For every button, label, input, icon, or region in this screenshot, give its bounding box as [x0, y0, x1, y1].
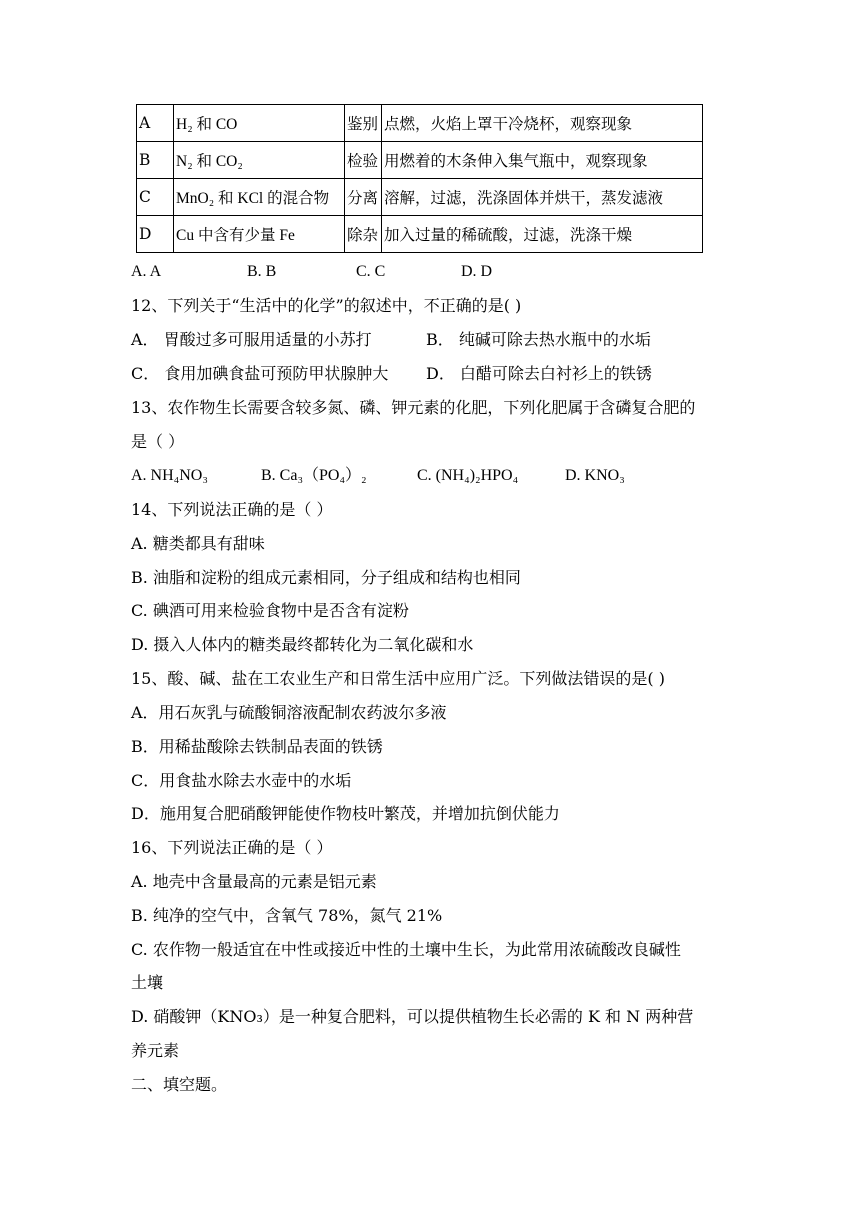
- table-row: [137, 142, 703, 179]
- q11-option-c: C. C: [356, 263, 386, 280]
- q15-option-a: A．用石灰乳与硫酸铜溶液配制农药波尔多液: [131, 703, 447, 722]
- table-row: [137, 216, 703, 253]
- row-label: D: [137, 216, 174, 253]
- action-cell: 鉴别: [345, 105, 382, 142]
- row-label: B: [137, 142, 174, 179]
- q16-stem: 16、下列说法正确的是（ ）: [131, 838, 333, 857]
- q11-option-b: B. B: [247, 263, 277, 280]
- q16-option-b: B. 纯净的空气中，含氧气 78%，氮气 21%: [131, 906, 443, 925]
- q15-option-d: D．施用复合肥硝酸钾能使作物枝叶繁茂，并增加抗倒伏能力: [131, 804, 560, 823]
- q11-option-a: A. A: [131, 263, 162, 280]
- method-cell: 点燃，火焰上罩干冷烧杯，观察现象: [382, 105, 703, 142]
- method-cell: 溶解，过滤，洗涤固体并烘干，蒸发滤液: [382, 179, 703, 216]
- q14-stem: 14、下列说法正确的是（ ）: [131, 500, 333, 519]
- q13-stem-line1: 13、农作物生长需要含较多氮、磷、钾元素的化肥，下列化肥属于含磷复合肥的: [131, 398, 696, 417]
- action-cell: 除杂: [345, 216, 382, 253]
- q14-option-a: A. 糖类都具有甜味: [131, 534, 265, 553]
- action-cell: 分离: [345, 179, 382, 216]
- table-row: [137, 179, 703, 216]
- q16-option-c: C. 农作物一般适宜在中性或接近中性的土壤中生长，为此常用浓硫酸改良碱性: [131, 940, 681, 959]
- q13-option-a: A. NH₄NO₃: [131, 467, 208, 484]
- q13-option-c: C. (NH₄)₂HPO₄: [417, 467, 519, 484]
- method-cell: 加入过量的稀硫酸，过滤，洗涤干燥: [382, 216, 703, 253]
- method-cell: 用燃着的木条伸入集气瓶中，观察现象: [382, 142, 703, 179]
- q11-option-d: D. D: [461, 263, 493, 280]
- q14-option-c: C. 碘酒可用来检验食物中是否含有淀粉: [131, 601, 409, 620]
- q15-stem: 15、酸、碱、盐在工农业生产和日常生活中应用广泛。下列做法错误的是( ): [131, 669, 665, 688]
- q14-option-d: D. 摄入人体内的糖类最终都转化为二氧化碳和水: [131, 635, 474, 654]
- q13-stem-line2: 是（ ）: [131, 432, 185, 451]
- substance-cell: H₂ 和 CO: [174, 105, 345, 142]
- section-heading: 二、填空题。: [131, 1075, 228, 1094]
- substance-cell: MnO₂ 和 KCl 的混合物: [174, 179, 345, 216]
- q12-stem: 12、下列关于“生活中的化学”的叙述中，不正确的是( ): [131, 296, 522, 315]
- substance-cell: N₂ 和 CO₂: [174, 142, 345, 179]
- experiment-table: [136, 104, 703, 253]
- row-label: C: [137, 179, 174, 216]
- q16-option-d: D. 硝酸钾（KNO₃）是一种复合肥料，可以提供植物生长必需的 K 和 N 两种营: [131, 1007, 694, 1026]
- q16-option-a: A. 地壳中含量最高的元素是铝元素: [131, 872, 377, 891]
- q14-option-b: B. 油脂和淀粉的组成元素相同，分子组成和结构也相同: [131, 568, 521, 587]
- q13-option-d: D. KNO₃: [565, 467, 625, 484]
- q12-option-c: C． 食用加碘食盐可预防甲状腺肿大: [131, 364, 389, 383]
- row-label: A: [137, 105, 174, 142]
- q15-option-c: C．用食盐水除去水壶中的水垢: [131, 771, 352, 790]
- q16-option-c-cont: 土壤: [131, 973, 164, 992]
- action-cell: 检验: [345, 142, 382, 179]
- q15-option-b: B．用稀盐酸除去铁制品表面的铁锈: [131, 737, 383, 756]
- q12-option-d: D． 白醋可除去白衬衫上的铁锈: [426, 364, 652, 383]
- q12-option-b: B． 纯碱可除去热水瓶中的水垢: [426, 330, 651, 349]
- q16-option-d-cont: 养元素: [131, 1041, 180, 1060]
- table-row: [137, 105, 703, 142]
- q12-option-a: A． 胃酸过多可服用适量的小苏打: [131, 330, 372, 349]
- substance-cell: Cu 中含有少量 Fe: [174, 216, 345, 253]
- q13-option-b: B. Ca₃（PO₄）₂: [261, 467, 367, 484]
